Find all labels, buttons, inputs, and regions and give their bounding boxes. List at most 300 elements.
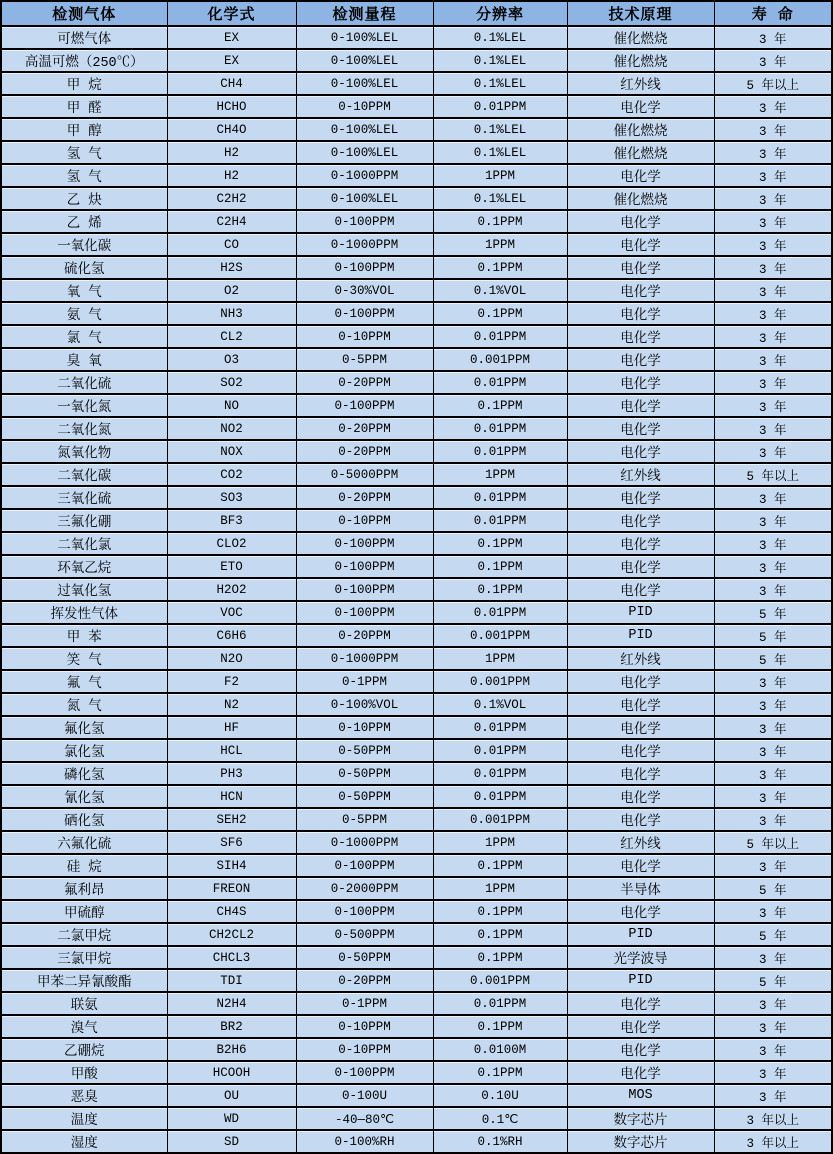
cell: 3 年 <box>714 1015 832 1038</box>
table-row <box>1 233 832 256</box>
cell: 红外线 <box>567 463 714 486</box>
cell: 0.01PPM <box>433 95 567 118</box>
cell: 3 年 <box>714 670 832 693</box>
cell: 电化学 <box>567 693 714 716</box>
cell: VOC <box>167 601 296 624</box>
cell: 5 年以上 <box>714 463 832 486</box>
cell: 0-20PPM <box>296 486 433 509</box>
table-row <box>1 555 832 578</box>
cell: 0.01PPM <box>433 325 567 348</box>
cell: 3 年 <box>714 49 832 72</box>
cell: 臭 氧 <box>1 348 167 371</box>
table-row <box>1 1107 832 1130</box>
cell: 0-100PPM <box>296 394 433 417</box>
cell: H2 <box>167 164 296 187</box>
table-row <box>1 808 832 831</box>
cell: SO3 <box>167 486 296 509</box>
cell: 六氟化硫 <box>1 831 167 854</box>
cell: N2 <box>167 693 296 716</box>
cell: 氟利昂 <box>1 877 167 900</box>
cell: 氧 气 <box>1 279 167 302</box>
cell: 0-50PPM <box>296 762 433 785</box>
cell: 0.01PPM <box>433 371 567 394</box>
cell: 0.01PPM <box>433 601 567 624</box>
table-row <box>1 302 832 325</box>
cell: 0.1PPM <box>433 1015 567 1038</box>
cell: 0-10PPM <box>296 95 433 118</box>
cell: 3 年 <box>714 348 832 371</box>
cell: ETO <box>167 555 296 578</box>
cell: 5 年 <box>714 647 832 670</box>
cell: 电化学 <box>567 233 714 256</box>
table-row <box>1 647 832 670</box>
cell: 3 年 <box>714 141 832 164</box>
cell: 红外线 <box>567 72 714 95</box>
cell: 甲 苯 <box>1 624 167 647</box>
cell: 0.1PPM <box>433 946 567 969</box>
cell: 0.1PPM <box>433 900 567 923</box>
cell: 电化学 <box>567 854 714 877</box>
cell: 0-100%LEL <box>296 118 433 141</box>
cell: CH4 <box>167 72 296 95</box>
cell: 0-100%LEL <box>296 141 433 164</box>
cell: 5 年 <box>714 624 832 647</box>
table-row <box>1 831 832 854</box>
cell: 三氯甲烷 <box>1 946 167 969</box>
cell: 电化学 <box>567 371 714 394</box>
cell: 3 年 <box>714 578 832 601</box>
cell: 3 年 <box>714 1061 832 1084</box>
cell: 0.1%LEL <box>433 118 567 141</box>
cell: 电化学 <box>567 992 714 1015</box>
cell: 电化学 <box>567 808 714 831</box>
cell: 数字芯片 <box>567 1130 714 1153</box>
cell: 0.001PPM <box>433 969 567 992</box>
table-row <box>1 946 832 969</box>
cell: 温度 <box>1 1107 167 1130</box>
cell: 电化学 <box>567 900 714 923</box>
cell: 电化学 <box>567 555 714 578</box>
cell: SEH2 <box>167 808 296 831</box>
cell: 氢 气 <box>1 141 167 164</box>
cell: 0-5000PPM <box>296 463 433 486</box>
cell: HCL <box>167 739 296 762</box>
cell: 5 年以上 <box>714 831 832 854</box>
cell: O2 <box>167 279 296 302</box>
cell: 0.01PPM <box>433 509 567 532</box>
cell: 1PPM <box>433 831 567 854</box>
cell: 催化燃烧 <box>567 141 714 164</box>
cell: 0-100%RH <box>296 1130 433 1153</box>
cell: 电化学 <box>567 417 714 440</box>
cell: O3 <box>167 348 296 371</box>
cell: 二氧化氯 <box>1 532 167 555</box>
table-row <box>1 532 832 555</box>
cell: 甲硫醇 <box>1 900 167 923</box>
table-row <box>1 26 832 49</box>
cell: 氰化氢 <box>1 785 167 808</box>
cell: C6H6 <box>167 624 296 647</box>
table-row <box>1 72 832 95</box>
cell: 硫化氢 <box>1 256 167 279</box>
cell: 0-20PPM <box>296 969 433 992</box>
cell: NH3 <box>167 302 296 325</box>
cell: 三氟化硼 <box>1 509 167 532</box>
cell: 硒化氢 <box>1 808 167 831</box>
cell: 5 年以上 <box>714 72 832 95</box>
cell: 电化学 <box>567 578 714 601</box>
cell: 3 年 <box>714 693 832 716</box>
cell: 3 年 <box>714 256 832 279</box>
cell: 3 年 <box>714 233 832 256</box>
cell: 二氧化氮 <box>1 417 167 440</box>
cell: 0-100PPM <box>296 601 433 624</box>
cell: 0.1%LEL <box>433 72 567 95</box>
cell: 0.1%LEL <box>433 187 567 210</box>
cell: 3 年 <box>714 785 832 808</box>
cell: 3 年 <box>714 302 832 325</box>
cell: 电化学 <box>567 440 714 463</box>
cell: 电化学 <box>567 256 714 279</box>
cell: 电化学 <box>567 739 714 762</box>
cell: 0-1PPM <box>296 670 433 693</box>
cell: 0.1%LEL <box>433 49 567 72</box>
column-header-0: 检测气体 <box>1 1 167 26</box>
cell: CH4O <box>167 118 296 141</box>
cell: 0.01PPM <box>433 739 567 762</box>
cell: 3 年 <box>714 1084 832 1107</box>
table-row <box>1 49 832 72</box>
cell: 0-20PPM <box>296 440 433 463</box>
cell: 乙 烯 <box>1 210 167 233</box>
cell: 0.01PPM <box>433 785 567 808</box>
cell: 3 年 <box>714 486 832 509</box>
table-row <box>1 394 832 417</box>
cell: 1PPM <box>433 164 567 187</box>
cell: 电化学 <box>567 210 714 233</box>
cell: 0-10PPM <box>296 509 433 532</box>
table-row <box>1 624 832 647</box>
cell: 3 年 <box>714 555 832 578</box>
table-row <box>1 900 832 923</box>
cell: CH2CL2 <box>167 923 296 946</box>
cell: 3 年 <box>714 394 832 417</box>
table-row <box>1 486 832 509</box>
cell: 0.1PPM <box>433 854 567 877</box>
cell: 0.01PPM <box>433 762 567 785</box>
cell: 0.10U <box>433 1084 567 1107</box>
cell: 0-1000PPM <box>296 647 433 670</box>
cell: NOX <box>167 440 296 463</box>
cell: 0-100PPM <box>296 854 433 877</box>
cell: 催化燃烧 <box>567 49 714 72</box>
table-row <box>1 118 832 141</box>
cell: 0.1PPM <box>433 210 567 233</box>
cell: 电化学 <box>567 279 714 302</box>
table-row <box>1 670 832 693</box>
cell: MOS <box>567 1084 714 1107</box>
cell: 高温可燃（250℃） <box>1 49 167 72</box>
cell: 磷化氢 <box>1 762 167 785</box>
column-header-4: 技术原理 <box>567 1 714 26</box>
cell: 0.001PPM <box>433 808 567 831</box>
cell: 电化学 <box>567 486 714 509</box>
cell: 0-100PPM <box>296 210 433 233</box>
cell: 3 年 <box>714 1038 832 1061</box>
cell: 0.1PPM <box>433 578 567 601</box>
cell: EX <box>167 49 296 72</box>
table-row <box>1 1038 832 1061</box>
table-row <box>1 578 832 601</box>
cell: CO2 <box>167 463 296 486</box>
cell: 0-5PPM <box>296 348 433 371</box>
cell: 联氨 <box>1 992 167 1015</box>
cell: 0-20PPM <box>296 624 433 647</box>
cell: 电化学 <box>567 670 714 693</box>
cell: 0.1%VOL <box>433 693 567 716</box>
cell: 0.01PPM <box>433 992 567 1015</box>
cell: SIH4 <box>167 854 296 877</box>
cell: 数字芯片 <box>567 1107 714 1130</box>
cell: 3 年 <box>714 325 832 348</box>
cell: 0.1PPM <box>433 394 567 417</box>
cell: HCHO <box>167 95 296 118</box>
cell: 3 年 <box>714 371 832 394</box>
cell: PID <box>567 923 714 946</box>
cell: 电化学 <box>567 762 714 785</box>
cell: 甲 醛 <box>1 95 167 118</box>
table-row <box>1 371 832 394</box>
cell: 0-1000PPM <box>296 164 433 187</box>
cell: 溴气 <box>1 1015 167 1038</box>
cell: 电化学 <box>567 716 714 739</box>
cell: 0-20PPM <box>296 417 433 440</box>
cell: 0-100%VOL <box>296 693 433 716</box>
cell: 二氧化碳 <box>1 463 167 486</box>
cell: 0.001PPM <box>433 348 567 371</box>
cell: 甲 醇 <box>1 118 167 141</box>
cell: 电化学 <box>567 1015 714 1038</box>
cell: 3 年 <box>714 95 832 118</box>
cell: H2O2 <box>167 578 296 601</box>
cell: 0-100PPM <box>296 900 433 923</box>
cell: 5 年 <box>714 923 832 946</box>
cell: 1PPM <box>433 647 567 670</box>
cell: 0.1PPM <box>433 302 567 325</box>
cell: 1PPM <box>433 463 567 486</box>
cell: 催化燃烧 <box>567 26 714 49</box>
cell: 环氧乙烷 <box>1 555 167 578</box>
cell: 0-2000PPM <box>296 877 433 900</box>
cell: CH4S <box>167 900 296 923</box>
cell: 0.01PPM <box>433 440 567 463</box>
table-row <box>1 210 832 233</box>
cell: 3 年 <box>714 854 832 877</box>
cell: 0-100PPM <box>296 256 433 279</box>
table-row <box>1 256 832 279</box>
cell: 0-100PPM <box>296 302 433 325</box>
cell: 3 年 <box>714 164 832 187</box>
cell: 0.1PPM <box>433 923 567 946</box>
table-row <box>1 877 832 900</box>
cell: OU <box>167 1084 296 1107</box>
table-row <box>1 164 832 187</box>
cell: 0.0100M <box>433 1038 567 1061</box>
cell: 3 年 <box>714 26 832 49</box>
cell: 湿度 <box>1 1130 167 1153</box>
cell: H2 <box>167 141 296 164</box>
table-row <box>1 739 832 762</box>
cell: 1PPM <box>433 233 567 256</box>
table-row <box>1 693 832 716</box>
cell: 0.1PPM <box>433 256 567 279</box>
cell: 0-500PPM <box>296 923 433 946</box>
cell: 氯化氢 <box>1 739 167 762</box>
cell: 0-10PPM <box>296 325 433 348</box>
cell: 0.1%LEL <box>433 26 567 49</box>
cell: 0.01PPM <box>433 716 567 739</box>
cell: 3 年 <box>714 946 832 969</box>
cell: 5 年 <box>714 877 832 900</box>
cell: 0-30%VOL <box>296 279 433 302</box>
table-row <box>1 95 832 118</box>
cell: 0.1PPM <box>433 1061 567 1084</box>
table-row <box>1 1015 832 1038</box>
cell: 0-10PPM <box>296 1038 433 1061</box>
cell: NO <box>167 394 296 417</box>
cell: 3 年 <box>714 187 832 210</box>
cell: WD <box>167 1107 296 1130</box>
cell: 氢 气 <box>1 164 167 187</box>
cell: 0-50PPM <box>296 785 433 808</box>
cell: 3 年 <box>714 716 832 739</box>
cell: 氨 气 <box>1 302 167 325</box>
cell: 氯 气 <box>1 325 167 348</box>
table-row <box>1 187 832 210</box>
cell: 3 年 <box>714 739 832 762</box>
cell: 挥发性气体 <box>1 601 167 624</box>
cell: 可燃气体 <box>1 26 167 49</box>
cell: 三氧化硫 <box>1 486 167 509</box>
cell: FREON <box>167 877 296 900</box>
column-header-5: 寿 命 <box>714 1 832 26</box>
cell: 甲苯二异氰酸酯 <box>1 969 167 992</box>
cell: 3 年 <box>714 808 832 831</box>
cell: 0-10PPM <box>296 716 433 739</box>
table-row <box>1 440 832 463</box>
table-row <box>1 785 832 808</box>
table-row <box>1 417 832 440</box>
cell: H2S <box>167 256 296 279</box>
table-row <box>1 279 832 302</box>
cell: 0-5PPM <box>296 808 433 831</box>
cell: 3 年以上 <box>714 1130 832 1153</box>
cell: 5 年 <box>714 969 832 992</box>
cell: SD <box>167 1130 296 1153</box>
table-row <box>1 969 832 992</box>
cell: 0-100U <box>296 1084 433 1107</box>
cell: CO <box>167 233 296 256</box>
cell: F2 <box>167 670 296 693</box>
cell: 0-100PPM <box>296 1061 433 1084</box>
cell: 氮 气 <box>1 693 167 716</box>
cell: 二氧化硫 <box>1 371 167 394</box>
cell: 电化学 <box>567 509 714 532</box>
cell: 电化学 <box>567 394 714 417</box>
table-row <box>1 1061 832 1084</box>
table-row <box>1 601 832 624</box>
cell: PID <box>567 601 714 624</box>
table-row <box>1 716 832 739</box>
table-row <box>1 992 832 1015</box>
cell: 0-100%LEL <box>296 26 433 49</box>
table-row <box>1 509 832 532</box>
cell: 0.1%VOL <box>433 279 567 302</box>
cell: 恶臭 <box>1 1084 167 1107</box>
table-row <box>1 325 832 348</box>
table-row <box>1 141 832 164</box>
cell: 0.001PPM <box>433 624 567 647</box>
cell: 过氧化氢 <box>1 578 167 601</box>
table-row <box>1 923 832 946</box>
cell: 乙硼烷 <box>1 1038 167 1061</box>
cell: EX <box>167 26 296 49</box>
table-row <box>1 463 832 486</box>
cell: 3 年 <box>714 279 832 302</box>
cell: 0-1000PPM <box>296 233 433 256</box>
cell: 0-50PPM <box>296 946 433 969</box>
cell: 笑 气 <box>1 647 167 670</box>
cell: 一氧化氮 <box>1 394 167 417</box>
cell: 光学波导 <box>567 946 714 969</box>
cell: 红外线 <box>567 647 714 670</box>
cell: 一氧化碳 <box>1 233 167 256</box>
cell: 3 年以上 <box>714 1107 832 1130</box>
cell: PID <box>567 969 714 992</box>
cell: 0.1%LEL <box>433 141 567 164</box>
cell: 电化学 <box>567 348 714 371</box>
cell: 3 年 <box>714 417 832 440</box>
cell: 0-100PPM <box>296 555 433 578</box>
cell: 1PPM <box>433 877 567 900</box>
cell: 3 年 <box>714 509 832 532</box>
cell: 电化学 <box>567 785 714 808</box>
cell: 催化燃烧 <box>567 118 714 141</box>
cell: HCN <box>167 785 296 808</box>
cell: SF6 <box>167 831 296 854</box>
cell: 3 年 <box>714 440 832 463</box>
cell: PID <box>567 624 714 647</box>
cell: 0.001PPM <box>433 670 567 693</box>
cell: 0.01PPM <box>433 417 567 440</box>
cell: CHCL3 <box>167 946 296 969</box>
cell: 0.1PPM <box>433 555 567 578</box>
cell: 0-100%LEL <box>296 72 433 95</box>
cell: 电化学 <box>567 95 714 118</box>
cell: 甲 烷 <box>1 72 167 95</box>
cell: 3 年 <box>714 992 832 1015</box>
cell: 电化学 <box>567 1061 714 1084</box>
table-row <box>1 348 832 371</box>
cell: PH3 <box>167 762 296 785</box>
table-body <box>1 26 832 1153</box>
cell: BF3 <box>167 509 296 532</box>
cell: 0-50PPM <box>296 739 433 762</box>
cell: TDI <box>167 969 296 992</box>
cell: HF <box>167 716 296 739</box>
cell: CLO2 <box>167 532 296 555</box>
cell: 3 年 <box>714 762 832 785</box>
